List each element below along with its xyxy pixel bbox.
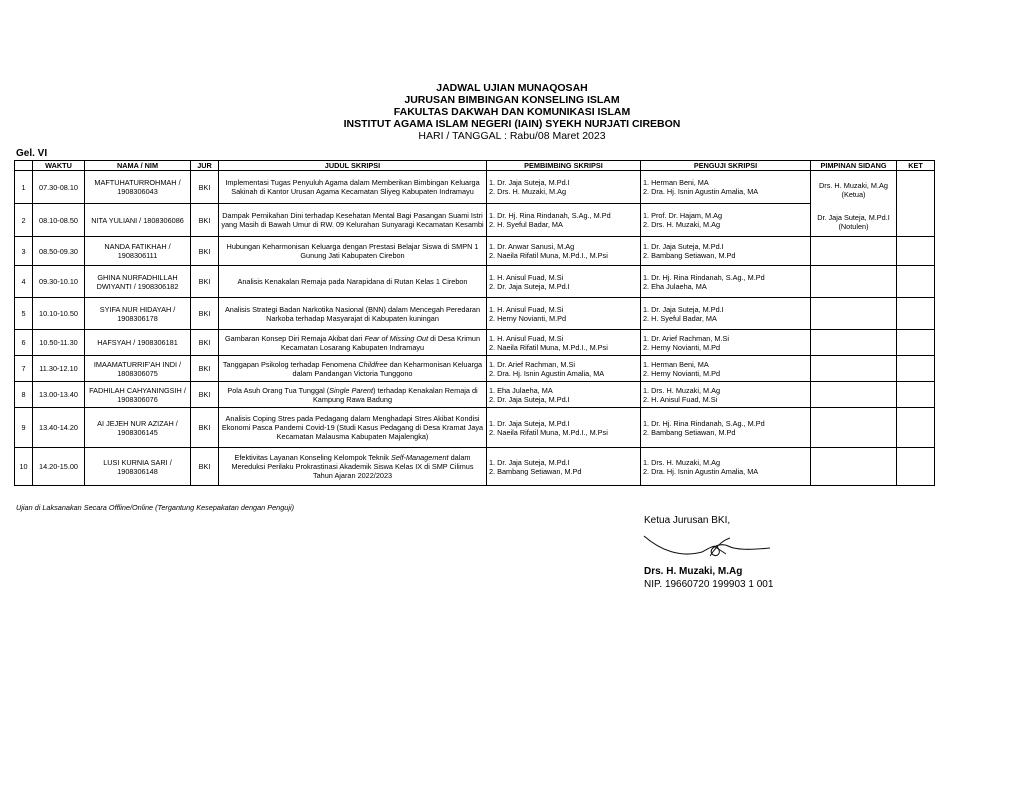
- pembimbing-2: 2. Dr. Jaja Suteja, M.Pd.I: [489, 394, 570, 404]
- signer-title: Ketua Jurusan BKI,: [644, 515, 731, 526]
- pembimbing-2: 2. Drs. H. Muzaki, M.Ag: [489, 187, 567, 196]
- table-row: [15, 448, 935, 486]
- row-judul: Analisis Strategi Badan Narkotika Nasional (BNN) dalam Mencegah Peredaran Narkoba terhadap Masyarajat di Kabupaten kuningan: [219, 298, 487, 330]
- row-penguji: [641, 382, 811, 408]
- title-line-1: JADWAL UJIAN MUNAQOSAH: [436, 82, 588, 94]
- row-no: 1: [15, 171, 33, 204]
- row-ket: [897, 448, 935, 486]
- row-penguji: [641, 408, 811, 448]
- title-line-4: INSTITUT AGAMA ISLAM NEGERI (IAIN) SYEKH NURJATI CIREBON: [343, 118, 681, 130]
- row-jur: BKI: [191, 330, 219, 356]
- row-waktu: 07.30-08.10: [33, 171, 85, 204]
- penguji-1: 1. Dr. Hj. Rina Rindanah, S.Ag., M.Pd: [643, 272, 765, 282]
- row-penguji: [641, 356, 811, 382]
- pembimbing-2: 2. Naeila Rifatil Muna, M.Pd.I., M.Psi: [489, 427, 608, 437]
- pimpinan-ketua: Drs. H. Muzaki, M.Ag: [819, 181, 888, 190]
- penguji-2: 2. Dra. Hj. Isnin Agustin Amalia, MA: [643, 466, 759, 476]
- pembimbing-2: 2. Naeila Rifatil Muna, M.Pd.I., M.Psi: [489, 342, 608, 352]
- row-ket: [897, 298, 935, 330]
- pembimbing-1: 1. Dr. Hj. Rina Rindanah, S.Ag., M.Pd: [489, 211, 611, 220]
- table-row: [15, 266, 935, 298]
- penguji-1: 1. Dr. Jaja Suteja, M.Pd.I: [643, 242, 724, 251]
- row-ket: [897, 171, 935, 237]
- row-judul: Efektivitas Layanan Konseling Kelompok Teknik Self-Management dalam Mereduksi Perilaku Prokrastinasi Akademik Siswa Kelas IX di SMP Cilimus Tahun Ajaran 2022/2023: [219, 448, 487, 486]
- pembimbing-2: 2. Naeila Rifatil Muna, M.Pd.I., M.Psi: [489, 251, 608, 260]
- row-ket: [897, 382, 935, 408]
- penguji-2: 2. Herny Novianti, M.Pd: [643, 368, 721, 378]
- row-pimpinan: [811, 237, 897, 266]
- pembimbing-1: 1. Dr. Arief Rachman, M.Si: [489, 359, 575, 369]
- pembimbing-1: 1. Dr. Jaja Suteja, M.Pd.I: [489, 457, 570, 467]
- row-no: 5: [15, 298, 33, 330]
- row-no: 8: [15, 382, 33, 408]
- row-pembimbing: [487, 408, 641, 448]
- row-waktu: 11.30-12.10: [33, 356, 85, 382]
- row-ket: [897, 408, 935, 448]
- row-ket: [897, 266, 935, 298]
- row-no: 2: [15, 204, 33, 237]
- schedule-table: [14, 160, 935, 486]
- signer-nip: NIP. 19660720 199903 1 001: [644, 579, 774, 590]
- row-penguji: [641, 204, 811, 237]
- row-judul: Gambaran Konsep Diri Remaja Akibat dari Fear of Missing Out di Desa Krimun Kecamatan Losarang Kabupaten Indramayu: [219, 330, 487, 356]
- row-nama: NANDA FATIKHAH / 1908306111: [85, 237, 191, 266]
- penguji-1: 1. Drs. H. Muzaki, M.Ag: [643, 457, 721, 467]
- col-waktu: WAKTU: [33, 161, 85, 171]
- pimpinan-notulen-role: (Notulen): [838, 222, 869, 231]
- pembimbing-1: 1. Dr. Anwar Sanusi, M.Ag: [489, 242, 575, 251]
- row-jur: BKI: [191, 356, 219, 382]
- row-penguji: [641, 171, 811, 204]
- col-no: [15, 161, 33, 171]
- row-nama: FADHILAH CAHYANINGSIH / 1908306076: [85, 382, 191, 408]
- date-line: HARI / TANGGAL : Rabu/08 Maret 2023: [418, 130, 606, 142]
- pimpinan-notulen: Dr. Jaja Suteja, M.Pd.I: [817, 213, 890, 222]
- row-jur: BKI: [191, 266, 219, 298]
- pembimbing-1: 1. H. Anisul Fuad, M.Si: [489, 333, 564, 343]
- col-jur: JUR: [191, 161, 219, 171]
- row-nama: IMAAMATURRIF'AH INDI / 1808306075: [85, 356, 191, 382]
- row-no: 6: [15, 330, 33, 356]
- penguji-2: 2. Herny Novianti, M.Pd: [643, 342, 721, 352]
- row-pembimbing: [487, 330, 641, 356]
- row-waktu: 10.50-11.30: [33, 330, 85, 356]
- row-pembimbing: [487, 266, 641, 298]
- pembimbing-2: 2. Dr. Jaja Suteja, M.Pd.I: [489, 281, 570, 291]
- penguji-1: 1. Dr. Hj. Rina Rindanah, S.Ag., M.Pd: [643, 418, 765, 428]
- row-judul: Analisis Kenakalan Remaja pada Narapidana di Rutan Kelas 1 Cirebon: [219, 266, 487, 298]
- row-ket: [897, 237, 935, 266]
- footnote: Ujian di Laksanakan Secara Offline/Online (Tergantung Kesepakatan dengan Penguji): [16, 503, 295, 512]
- title-line-3: FAKULTAS DAKWAH DAN KOMUNIKASI ISLAM: [393, 106, 631, 118]
- penguji-1: 1. Drs. H. Muzaki, M.Ag: [643, 385, 721, 395]
- col-ket: KET: [897, 161, 935, 171]
- row-penguji: [641, 237, 811, 266]
- row-penguji: [641, 266, 811, 298]
- row-pembimbing: [487, 448, 641, 486]
- pembimbing-2: 2. H. Syeful Badar, MA: [489, 220, 563, 229]
- row-pimpinan: [811, 382, 897, 408]
- row-pimpinan: [811, 356, 897, 382]
- col-judul: JUDUL SKRIPSI: [219, 161, 487, 171]
- row-pembimbing: [487, 382, 641, 408]
- row-pembimbing: [487, 356, 641, 382]
- row-no: 10: [15, 448, 33, 486]
- row-jur: BKI: [191, 171, 219, 204]
- row-waktu: 09.30-10.10: [33, 266, 85, 298]
- pembimbing-1: 1. Eha Julaeha, MA: [489, 385, 553, 395]
- row-waktu: 13.00-13.40: [33, 382, 85, 408]
- table-row: [15, 237, 935, 266]
- row-jur: BKI: [191, 237, 219, 266]
- penguji-2: 2. H. Syeful Badar, MA: [643, 313, 717, 323]
- penguji-2: 2. H. Anisul Fuad, M.Si: [643, 394, 718, 404]
- table-row: [15, 408, 935, 448]
- row-judul: Tanggapan Psikolog terhadap Fenomena Childfree dan Keharmonisan Keluarga dalam Pandangan Victoria Tunggono: [219, 356, 487, 382]
- row-nama: GHINA NURFADHILLAH DWIYANTI / 1908306182: [85, 266, 191, 298]
- row-waktu: 13.40-14.20: [33, 408, 85, 448]
- pembimbing-1: 1. H. Anisul Fuad, M.Si: [489, 304, 564, 314]
- row-nama: LUSI KURNIA SARI / 1908306148: [85, 448, 191, 486]
- row-pimpinan: [811, 266, 897, 298]
- row-waktu: 14.20-15.00: [33, 448, 85, 486]
- penguji-1: 1. Herman Beni, MA: [643, 178, 709, 187]
- row-pembimbing: [487, 237, 641, 266]
- row-jur: BKI: [191, 382, 219, 408]
- table-row: [15, 298, 935, 330]
- row-pimpinan: [811, 408, 897, 448]
- row-ket: [897, 356, 935, 382]
- row-ket: [897, 330, 935, 356]
- row-nama: MAFTUHATURROHMAH / 1908306043: [85, 171, 191, 204]
- row-penguji: [641, 298, 811, 330]
- row-pembimbing: [487, 298, 641, 330]
- penguji-1: 1. Prof. Dr. Hajam, M.Ag: [643, 211, 723, 220]
- table-row: [15, 330, 935, 356]
- row-pembimbing: [487, 171, 641, 204]
- pembimbing-2: 2. Bambang Setiawan, M.Pd: [489, 466, 582, 476]
- col-pembimbing: PEMBIMBING SKRIPSI: [487, 161, 641, 171]
- penguji-2: 2. Drs. H. Muzaki, M.Ag: [643, 220, 721, 229]
- pembimbing-2: 2. Herny Novianti, M.Pd: [489, 313, 567, 323]
- penguji-2: 2. Bambang Setiawan, M.Pd: [643, 251, 736, 260]
- row-no: 9: [15, 408, 33, 448]
- row-nama: NITA YULIANI / 1808306086: [85, 204, 191, 237]
- pembimbing-2: 2. Dra. Hj. Isnin Agustin Amalia, MA: [489, 368, 605, 378]
- col-penguji: PENGUJI SKRIPSI: [641, 161, 811, 171]
- pimpinan-ketua-role: (Ketua): [841, 190, 866, 199]
- table-header-row: [15, 161, 935, 171]
- row-pembimbing: [487, 204, 641, 237]
- handwritten-signature: [640, 528, 780, 568]
- row-no: 7: [15, 356, 33, 382]
- row-pimpinan: [811, 330, 897, 356]
- col-pimpinan: PIMPINAN SIDANG: [811, 161, 897, 171]
- row-penguji: [641, 448, 811, 486]
- col-nama: NAMA / NIM: [85, 161, 191, 171]
- row-nama: HAFSYAH / 1908306181: [85, 330, 191, 356]
- row-judul: Implementasi Tugas Penyuluh Agama dalam Memberikan Bimbingan Keluarga Sakinah di Kantor Urusan Agama Kecamatan Sliyeg Kabupaten Indramayu: [219, 171, 487, 204]
- penguji-1: 1. Herman Beni, MA: [643, 359, 709, 369]
- row-jur: BKI: [191, 204, 219, 237]
- row-judul: Analisis Coping Stres pada Pedagang dalam Menghadapi Stres Akibat Kondisi Ekonomi Pasca Pandemi Covid-19 (Studi Kasus Pedagang di Desa Kramat Jaya Kecamatan Malausma Kabupaten Majalengka): [219, 408, 487, 448]
- row-waktu: 10.10-10.50: [33, 298, 85, 330]
- row-no: 3: [15, 237, 33, 266]
- penguji-1: 1. Dr. Arief Rachman, M.Si: [643, 333, 729, 343]
- row-jur: BKI: [191, 448, 219, 486]
- row-nama: AI JEJEH NUR AZIZAH / 1908306145: [85, 408, 191, 448]
- row-penguji: [641, 330, 811, 356]
- penguji-2: 2. Eha Julaeha, MA: [643, 281, 707, 291]
- document-header: [0, 82, 1024, 142]
- row-nama: SYIFA NUR HIDAYAH / 1908306178: [85, 298, 191, 330]
- penguji-1: 1. Dr. Jaja Suteja, M.Pd.I: [643, 304, 724, 314]
- row-pimpinan: [811, 298, 897, 330]
- row-waktu: 08.10-08.50: [33, 204, 85, 237]
- pembimbing-1: 1. H. Anisul Fuad, M.Si: [489, 272, 564, 282]
- table-row: [15, 382, 935, 408]
- table-row: [15, 356, 935, 382]
- penguji-2: 2. Dra. Hj. Isnin Agustin Amalia, MA: [643, 187, 759, 196]
- row-jur: BKI: [191, 408, 219, 448]
- pembimbing-1: 1. Dr. Jaja Suteja, M.Pd.I: [489, 178, 570, 187]
- table-row: [15, 204, 935, 237]
- row-judul: Pola Asuh Orang Tua Tunggal (Single Parent) terhadap Kenakalan Remaja di Kampung Rawa Badung: [219, 382, 487, 408]
- row-judul: Hubungan Keharmonisan Keluarga dengan Prestasi Belajar Siswa di SMPN 1 Gunung Jati Kabupaten Cirebon: [219, 237, 487, 266]
- penguji-2: 2. Bambang Setiawan, M.Pd: [643, 427, 736, 437]
- row-jur: BKI: [191, 298, 219, 330]
- signer-name: Drs. H. Muzaki, M.Ag: [644, 566, 743, 577]
- title-line-2: JURUSAN BIMBINGAN KONSELING ISLAM: [404, 94, 620, 106]
- row-judul: Dampak Pernikahan Dini terhadap Kesehatan Mental Bagi Pasangan Suami Istri yang Masih di Bawah Umur di RW. 09 Kelurahan Sunyaragi Kecamatan Kesambi: [219, 204, 487, 237]
- row-no: 4: [15, 266, 33, 298]
- row-pimpinan: [811, 171, 897, 237]
- pembimbing-1: 1. Dr. Jaja Suteja, M.Pd.I: [489, 418, 570, 428]
- table-row: [15, 171, 935, 204]
- batch-label: Gel. VI: [16, 148, 48, 159]
- row-waktu: 08.50-09.30: [33, 237, 85, 266]
- row-pimpinan: [811, 448, 897, 486]
